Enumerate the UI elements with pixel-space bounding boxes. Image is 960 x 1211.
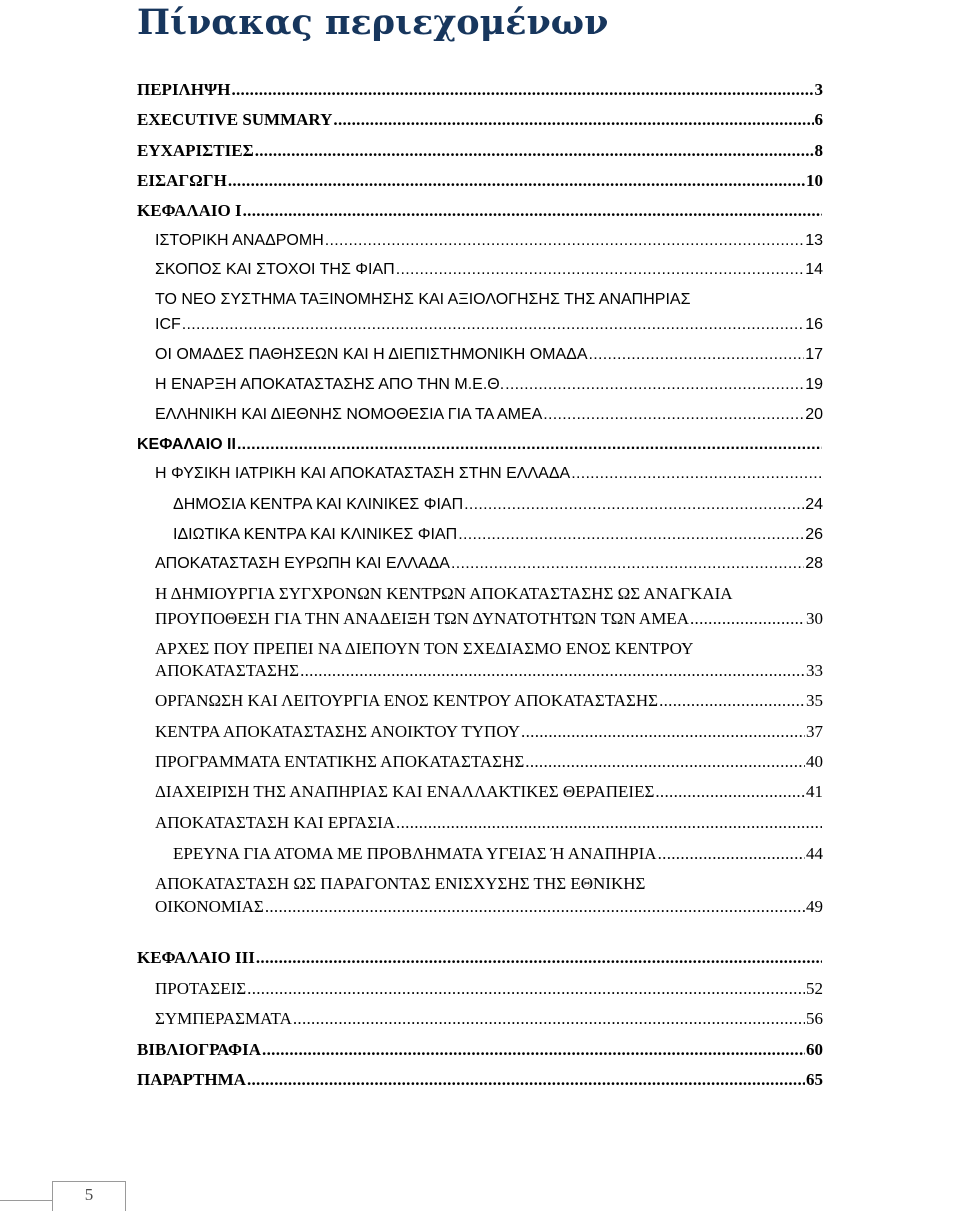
toc-label: ΒΙΒΛΙΟΓΡΑΦΙΑ xyxy=(137,1040,262,1059)
dot-leader xyxy=(237,434,822,455)
toc-page: 41 xyxy=(806,782,823,801)
dot-leader xyxy=(458,524,804,545)
dot-leader xyxy=(228,170,805,191)
dot-leader xyxy=(396,259,804,280)
toc-entry-symperasmata[interactable] xyxy=(155,1008,823,1029)
dot-leader xyxy=(300,660,805,681)
dot-leader xyxy=(659,690,805,711)
dot-leader xyxy=(243,200,822,221)
toc-entry-parartima[interactable] xyxy=(137,1069,823,1090)
toc-entry-fysiki-iatriki[interactable] xyxy=(155,463,823,484)
toc-page: 16 xyxy=(805,316,823,333)
toc-entry-kefalaio-2[interactable] xyxy=(137,434,823,455)
toc-label: ICF xyxy=(155,316,181,333)
toc-page: 60 xyxy=(806,1040,823,1059)
toc-label: ΔΗΜΟΣΙΑ ΚΕΝΤΡΑ ΚΑΙ ΚΛΙΝΙΚΕΣ ΦΙΑΠ xyxy=(173,496,464,513)
toc-label: ΑΠΟΚΑΤΑΣΤΑΣΗΣ xyxy=(155,661,300,680)
toc-label: ΑΠΟΚΑΤΑΣΤΑΣΗ ΕΥΡΩΠΗ ΚΑΙ ΕΛΛΑΔΑ xyxy=(155,555,450,572)
toc-page: 24 xyxy=(805,496,823,513)
toc-entry-apokatastasi-ergasia[interactable] xyxy=(155,812,823,833)
toc-entry-apokatastasi-europi[interactable] xyxy=(155,553,823,574)
toc-entry-dimosia-kentra[interactable] xyxy=(173,494,823,515)
dot-leader xyxy=(256,947,822,968)
footer-rule xyxy=(0,1200,52,1201)
toc-label: ΣΚΟΠΟΣ ΚΑΙ ΣΤΟΧΟΙ ΤΗΣ ΦΙΑΠ xyxy=(155,261,395,278)
toc-entry-nomothesia[interactable] xyxy=(155,404,823,425)
toc-label-line1[interactable]: ΑΡΧΕΣ ΠΟΥ ΠΡΕΠΕΙ ΝΑ ΔΙΕΠΟΥΝ ΤΟΝ ΣΧΕΔΙΑΣΜΟ ΕΝΟΣ ΚΕΝΤΡΟΥ xyxy=(155,639,694,658)
dot-leader xyxy=(265,896,805,917)
toc-label-line1[interactable]: Η ΔΗΜΙΟΥΡΓΙΑ ΣΥΓΧΡΟΝΩΝ ΚΕΝΤΡΩΝ ΑΠΟΚΑΤΑΣΤΑΣΗΣ ΩΣ ΑΝΑΓΚΑΙΑ xyxy=(155,584,733,603)
dot-leader xyxy=(231,79,813,100)
toc-page: 33 xyxy=(806,661,823,680)
toc-entry-eisagogi[interactable] xyxy=(137,170,823,191)
toc-page: 8 xyxy=(814,141,823,160)
toc-label: ΔΙΑΧΕΙΡΙΣΗ ΤΗΣ ΑΝΑΠΗΡΙΑΣ ΚΑΙ ΕΝΑΛΛΑΚΤΙΚΕΣ ΘΕΡΑΠΕΙΕΣ xyxy=(155,782,655,801)
toc-page: 6 xyxy=(814,110,823,129)
page-title: Πίνακας περιεχομένων xyxy=(137,2,609,43)
toc-label: ΠΡΟΤΑΣΕΙΣ xyxy=(155,979,247,998)
dot-leader xyxy=(255,140,814,161)
toc-page: 65 xyxy=(806,1070,823,1089)
toc-label: ΠΕΡΙΛΗΨΗ xyxy=(137,80,231,99)
toc-label: ΣΥΜΠΕΡΑΣΜΑΤΑ xyxy=(155,1009,292,1028)
dot-leader xyxy=(543,404,804,425)
toc-entry-kefalaio-3[interactable] xyxy=(137,947,823,968)
toc-label: ΕΡΕΥΝΑ ΓΙΑ ΑΤΟΜΑ ΜΕ ΠΡΟΒΛΗΜΑΤΑ ΥΓΕΙΑΣ Ή ΑΝΑΠΗΡΙΑ xyxy=(173,844,657,863)
dot-leader xyxy=(655,781,805,802)
toc-page: 49 xyxy=(806,897,823,916)
toc-page: 14 xyxy=(805,261,823,278)
toc-page: 28 xyxy=(805,555,823,572)
toc-label: ΙΣΤΟΡΙΚΗ ΑΝΑΔΡΟΜΗ xyxy=(155,232,324,249)
toc-page: 10 xyxy=(806,171,823,190)
toc-entry-idiotika-kentra[interactable] xyxy=(173,524,823,545)
toc-page: 37 xyxy=(806,722,823,741)
toc-page: 17 xyxy=(805,346,823,363)
toc-entry-erevna[interactable] xyxy=(173,843,823,864)
dot-leader xyxy=(571,463,822,484)
toc-label: ΚΕΝΤΡΑ ΑΠΟΚΑΤΑΣΤΑΣΗΣ ΑΝΟΙΚΤΟΥ ΤΥΠΟΥ xyxy=(155,722,521,741)
toc-entry-skopos[interactable] xyxy=(155,259,823,280)
toc-label: ΚΕΦΑΛΑΙΟ Ι xyxy=(137,201,242,220)
toc-entry-omades-pathiseon[interactable] xyxy=(155,344,823,365)
toc-label-line1[interactable]: ΤΟ ΝΕΟ ΣΥΣΤΗΜΑ ΤΑΞΙΝΟΜΗΣΗΣ ΚΑΙ ΑΞΙΟΛΟΓΗΣΗΣ ΤΗΣ ΑΝΑΠΗΡΙΑΣ xyxy=(155,291,691,308)
toc-entry-oikonomias[interactable] xyxy=(155,896,823,917)
dot-leader xyxy=(325,230,804,251)
toc-entry-organosi[interactable] xyxy=(155,690,823,711)
dot-leader xyxy=(464,494,804,515)
toc-label-line1[interactable]: ΑΠΟΚΑΤΑΣΤΑΣΗ ΩΣ ΠΑΡΑΓΟΝΤΑΣ ΕΝΙΣΧΥΣΗΣ ΤΗΣ ΕΘΝΙΚΗΣ xyxy=(155,874,646,893)
toc-page: 13 xyxy=(805,232,823,249)
toc-entry-protaseis[interactable] xyxy=(155,978,823,999)
dot-leader xyxy=(396,812,822,833)
toc-page: 52 xyxy=(806,979,823,998)
dot-leader xyxy=(247,1069,805,1090)
toc-label: EXECUTIVE SUMMARY xyxy=(137,110,333,129)
toc-page: 40 xyxy=(806,752,823,771)
toc-entry-enarxi-apokatastasis[interactable] xyxy=(155,374,823,395)
toc-page: 20 xyxy=(805,406,823,423)
toc-entry-kentra-anoiktou[interactable] xyxy=(155,721,823,742)
dot-leader xyxy=(293,1008,805,1029)
toc-entry-dimiourgia-kentron[interactable] xyxy=(155,608,823,629)
toc-label: ΙΔΙΩΤΙΚΑ ΚΕΝΤΡΑ ΚΑΙ ΚΛΙΝΙΚΕΣ ΦΙΑΠ xyxy=(173,526,458,543)
toc-entry-perilipsi[interactable] xyxy=(137,79,823,100)
toc-entry-icf[interactable] xyxy=(155,314,823,335)
toc-entry-kefalaio-1[interactable] xyxy=(137,200,823,221)
toc-label: ΠΡΟΥΠΟΘΕΣΗ ΓΙΑ ΤΗΝ ΑΝΑΔΕΙΞΗ ΤΩΝ ΔΥΝΑΤΟΤΗΤΩΝ ΤΩΝ ΑΜΕΑ xyxy=(155,609,689,628)
dot-leader xyxy=(182,314,804,335)
toc-label: ΠΡΟΓΡΑΜΜΑΤΑ ΕΝΤΑΤΙΚΗΣ ΑΠΟΚΑΤΑΣΤΑΣΗΣ xyxy=(155,752,525,771)
toc-label: ΕΙΣΑΓΩΓΗ xyxy=(137,171,227,190)
toc-entry-vivliografia[interactable] xyxy=(137,1039,823,1060)
toc-label: ΚΕΦΑΛΑΙΟ ΙΙΙ xyxy=(137,948,255,967)
toc-label: ΕΛΛΗΝΙΚΗ ΚΑΙ ΔΙΕΘΝΗΣ ΝΟΜΟΘΕΣΙΑ ΓΙΑ ΤΑ ΑΜΕΑ xyxy=(155,406,543,423)
toc-label: ΟΙ ΟΜΑΔΕΣ ΠΑΘΗΣΕΩΝ ΚΑΙ Η ΔΙΕΠΙΣΤΗΜΟΝΙΚΗ ΟΜΑΔΑ xyxy=(155,346,588,363)
dot-leader xyxy=(658,843,805,864)
toc-entry-eucharisties[interactable] xyxy=(137,140,823,161)
toc-label: ΚΕΦΑΛΑΙΟ ΙΙ xyxy=(137,436,236,453)
toc-page: 30 xyxy=(806,609,823,628)
dot-leader xyxy=(521,721,805,742)
toc-entry-istoriki-anadromi[interactable] xyxy=(155,230,823,251)
dot-leader xyxy=(262,1039,805,1060)
toc-label: ΟΙΚΟΝΟΜΙΑΣ xyxy=(155,897,264,916)
dot-leader xyxy=(247,978,805,999)
toc-entry-programmata[interactable] xyxy=(155,751,823,772)
toc-label: Η ΕΝΑΡΞΗ ΑΠΟΚΑΤΑΣΤΑΣΗΣ ΑΠΟ ΤΗΝ Μ.Ε.Θ. xyxy=(155,376,505,393)
toc-label: Η ΦΥΣΙΚΗ ΙΑΤΡΙΚΗ ΚΑΙ ΑΠΟΚΑΤΑΣΤΑΣΗ ΣΤΗΝ ΕΛΛΑΔΑ xyxy=(155,465,571,482)
toc-page: 19 xyxy=(805,376,823,393)
dot-leader xyxy=(589,344,805,365)
dot-leader xyxy=(505,374,804,395)
toc-page: 56 xyxy=(806,1009,823,1028)
toc-label: ΟΡΓΑΝΩΣΗ ΚΑΙ ΛΕΙΤΟΥΡΓΙΑ ΕΝΟΣ ΚΕΝΤΡΟΥ ΑΠΟΚΑΤΑΣΤΑΣΗΣ xyxy=(155,691,659,710)
toc-entry-arches[interactable] xyxy=(155,660,823,681)
toc-page: 3 xyxy=(814,80,823,99)
toc-entry-diaxeirisi[interactable] xyxy=(155,781,823,802)
toc-label: ΑΠΟΚΑΤΑΣΤΑΣΗ ΚΑΙ ΕΡΓΑΣΙΑ xyxy=(155,813,396,832)
dot-leader xyxy=(690,608,805,629)
toc-label: ΠΑΡΑΡΤΗΜΑ xyxy=(137,1070,246,1089)
dot-leader xyxy=(333,109,813,130)
toc-page: 26 xyxy=(805,526,823,543)
page-number: 5 xyxy=(52,1181,126,1211)
toc-entry-executive-summary[interactable] xyxy=(137,109,823,130)
toc-page: 35 xyxy=(806,691,823,710)
dot-leader xyxy=(451,553,804,574)
toc-page: 44 xyxy=(806,844,823,863)
dot-leader xyxy=(525,751,805,772)
toc-label: ΕΥΧΑΡΙΣΤΙΕΣ xyxy=(137,141,254,160)
